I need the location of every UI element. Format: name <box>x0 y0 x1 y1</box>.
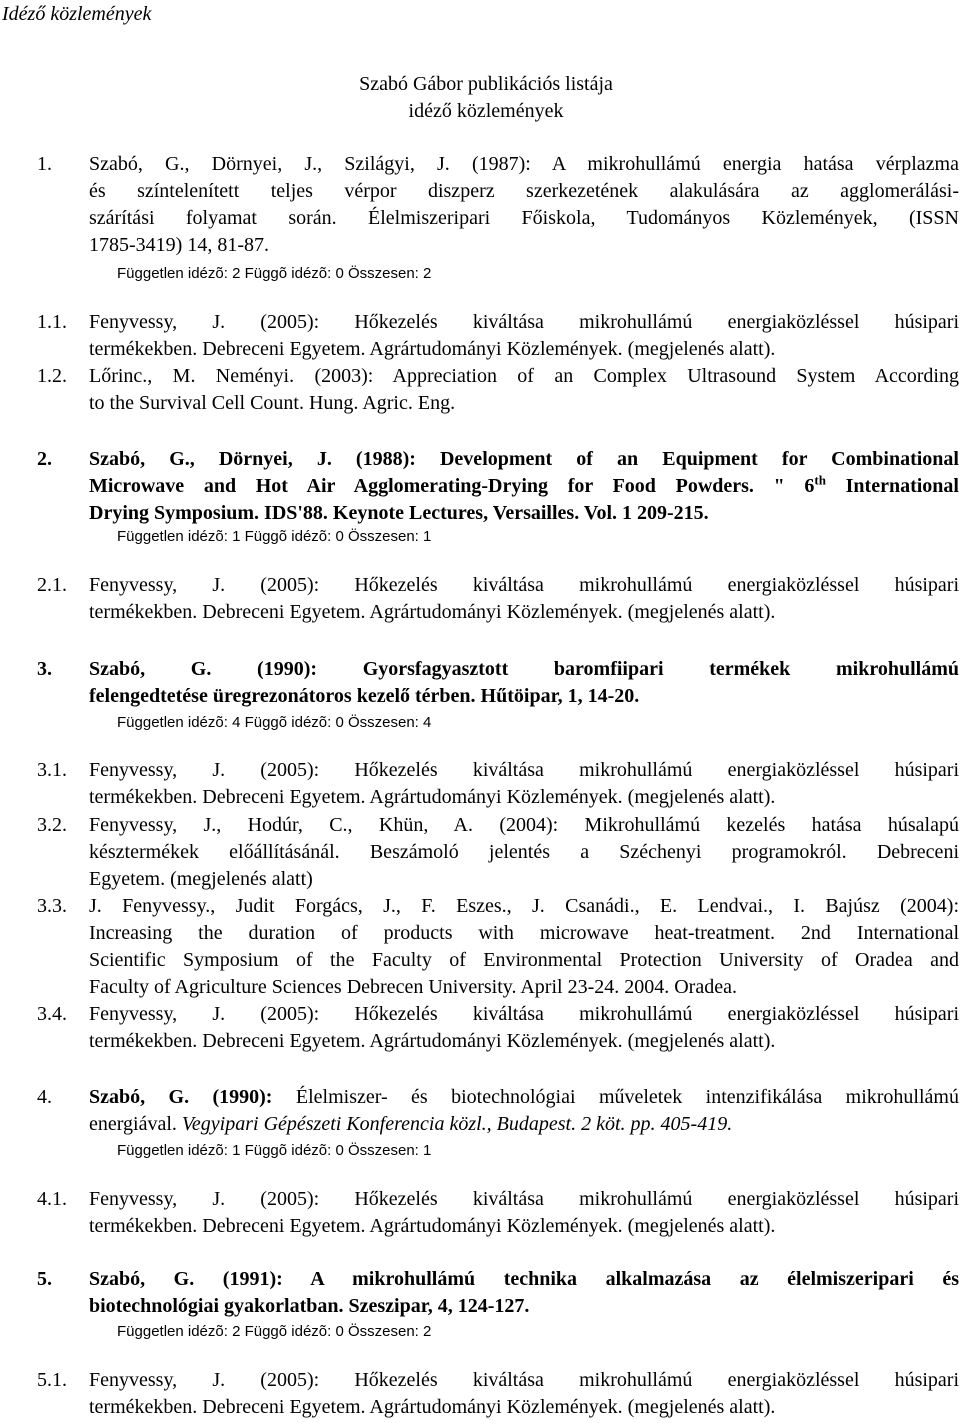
citing-entry <box>37 893 959 1001</box>
entry-line: Increasing the duration of products with microwave heat-treatment. 2nd International <box>89 922 959 944</box>
entry-line: Fenyvessy, J. (2005): Hőkezelés kiváltása mikrohullámú energiaközléssel húsipari <box>89 574 959 596</box>
superscript: th <box>814 472 826 488</box>
citation-count: Független idézõ: 2 Függõ idézõ: 0 Összesen: 2 <box>117 1323 432 1340</box>
entry-line: Fenyvessy, J. (2005): Hőkezelés kiváltása mikrohullámú energiaközléssel húsipari <box>89 1188 959 1210</box>
entry-line <box>89 473 959 500</box>
entry-title-end: energiával. <box>89 1113 182 1135</box>
entry-number: 2. <box>37 448 52 470</box>
entry-line: Fenyvessy, J. (2005): Hőkezelés kiváltása mikrohullámú energiaközléssel húsipari <box>89 1003 959 1025</box>
entry-line <box>89 1111 959 1138</box>
page-header: Idéző közlemények <box>2 3 152 25</box>
publication-entry <box>37 656 959 710</box>
citing-number: 3.2. <box>37 814 67 836</box>
entry-line: termékekben. Debreceni Egyetem. Agrártudományi Közlemények. (megjelenés alatt). <box>89 1215 776 1237</box>
citing-number: 3.3. <box>37 895 67 917</box>
citation-count: Független idézõ: 2 Függõ idézõ: 0 Összesen: 2 <box>117 265 432 282</box>
citing-number: 4.1. <box>37 1188 67 1210</box>
entry-line: késztermékek előállításánál. Beszámoló jelentés a Széchenyi programokról. Debreceni <box>89 841 959 863</box>
citing-entry <box>37 572 959 626</box>
entry-line: termékekben. Debreceni Egyetem. Agrártudományi Közlemények. (megjelenés alatt). <box>89 1030 776 1052</box>
entry-line: Fenyvessy, J. (2005): Hőkezelés kiváltása mikrohullámú energiaközléssel húsipari <box>89 1369 959 1391</box>
entry-line: termékekben. Debreceni Egyetem. Agrártudományi Közlemények. (megjelenés alatt). <box>89 786 776 808</box>
citing-number: 1.1. <box>37 311 67 333</box>
entry-line: biotechnológiai gyakorlatban. Szeszipar, 4, 124-127. <box>89 1295 530 1317</box>
citing-number: 3.1. <box>37 759 67 781</box>
entry-line: J. Fenyvessy., Judit Forgács, J., F. Eszes., J. Csanádi., E. Lendvai., I. Bajúsz (2004): <box>89 895 959 917</box>
entry-line: Szabó, G. (1990): Gyorsfagyasztott baromfiipari termékek mikrohullámú <box>89 658 959 680</box>
citing-entry <box>37 1367 959 1421</box>
citing-entry <box>37 757 959 811</box>
entry-line: Egyetem. (megjelenés alatt) <box>89 868 313 890</box>
citing-number: 5.1. <box>37 1369 67 1391</box>
entry-line: szárítási folyamat során. Élelmiszeripari Főiskola, Tudományos Közlemények, (ISSN <box>89 207 959 229</box>
publication-entry <box>37 446 959 527</box>
entry-line: to the Survival Cell Count. Hung. Agric. Eng. <box>89 392 456 414</box>
entry-line: termékekben. Debreceni Egyetem. Agrártudományi Közlemények. (megjelenés alatt). <box>89 1396 776 1418</box>
entry-line: Fenyvessy, J., Hodúr, C., Khün, A. (2004): Mikrohullámú kezelés hatása húsalapú <box>89 814 959 836</box>
citing-entry <box>37 309 959 363</box>
citing-entry <box>37 1186 959 1240</box>
entry-line: Lőrinc., M. Neményi. (2003): Appreciation of an Complex Ultrasound System According <box>89 365 959 387</box>
entry-line: Szabó, G., Dörnyei, J., Szilágyi, J. (1987): A mikrohullámú energia hatása vérplazma <box>89 153 959 175</box>
citation-count: Független idézõ: 4 Függõ idézõ: 0 Összesen: 4 <box>117 714 432 731</box>
entry-title: Élelmiszer- és biotechnológiai műveletek intenzifikálása mikrohullámú <box>272 1086 959 1108</box>
entry-line: termékekben. Debreceni Egyetem. Agrártudományi Közlemények. (megjelenés alatt). <box>89 601 776 623</box>
entry-line-text: Microwave and Hot Air Agglomerating-Drying for Food Powders. " 6 <box>89 475 815 497</box>
citing-entry <box>37 1001 959 1055</box>
citation-count: Független idézõ: 1 Függõ idézõ: 0 Összesen: 1 <box>117 528 432 545</box>
publication-entry <box>37 151 959 259</box>
entry-line <box>89 1084 959 1111</box>
publication-entry <box>37 1084 959 1138</box>
citation-count: Független idézõ: 1 Függõ idézõ: 0 Összesen: 1 <box>117 1142 432 1159</box>
entry-line: Fenyvessy, J. (2005): Hőkezelés kiváltása mikrohullámú energiaközléssel húsipari <box>89 311 959 333</box>
citing-number: 2.1. <box>37 574 67 596</box>
entry-line: és színtelenített teljes vérpor diszperz szerkezetének alakulására az agglomerálási- <box>89 180 959 202</box>
entry-line: Drying Symposium. IDS'88. Keynote Lectures, Versailles. Vol. 1 209-215. <box>89 502 709 524</box>
entry-line: Fenyvessy, J. (2005): Hőkezelés kiváltása mikrohullámú energiaközléssel húsipari <box>89 759 959 781</box>
entry-author: Szabó, G. (1990): <box>89 1086 273 1108</box>
entry-line: felengedtetése üregrezonátoros kezelő térben. Hűtöipar, 1, 14-20. <box>89 685 640 707</box>
citing-entry <box>37 363 959 417</box>
entry-line: Szabó, G., Dörnyei, J. (1988): Development of an Equipment for Combinational <box>89 448 959 470</box>
entry-line: Faculty of Agriculture Sciences Debrecen University. April 23-24. 2004. Oradea. <box>89 976 737 998</box>
citing-entry <box>37 812 959 893</box>
entry-source: Vegyipari Gépészeti Konferencia közl., Budapest. 2 köt. pp. 405-419. <box>181 1113 733 1135</box>
entry-line-tail: International <box>825 475 959 497</box>
entry-line: 1785-3419) 14, 81-87. <box>89 234 269 256</box>
entry-line: Szabó, G. (1991): A mikrohullámú technika alkalmazása az élelmiszeripari és <box>89 1268 959 1290</box>
entry-number: 1. <box>37 153 52 175</box>
page-subtitle: idéző közlemények <box>408 100 564 122</box>
entry-number: 3. <box>37 658 52 680</box>
entry-line: termékekben. Debreceni Egyetem. Agrártudományi Közlemények. (megjelenés alatt). <box>89 338 776 360</box>
publication-entry <box>37 1266 959 1320</box>
entry-line: Scientific Symposium of the Faculty of Environmental Protection University of Oradea and <box>89 949 959 971</box>
citing-number: 3.4. <box>37 1003 67 1025</box>
citing-number: 1.2. <box>37 365 67 387</box>
entry-number: 4. <box>37 1086 52 1108</box>
page-title: Szabó Gábor publikációs listája <box>359 73 613 95</box>
entry-number: 5. <box>37 1268 52 1290</box>
